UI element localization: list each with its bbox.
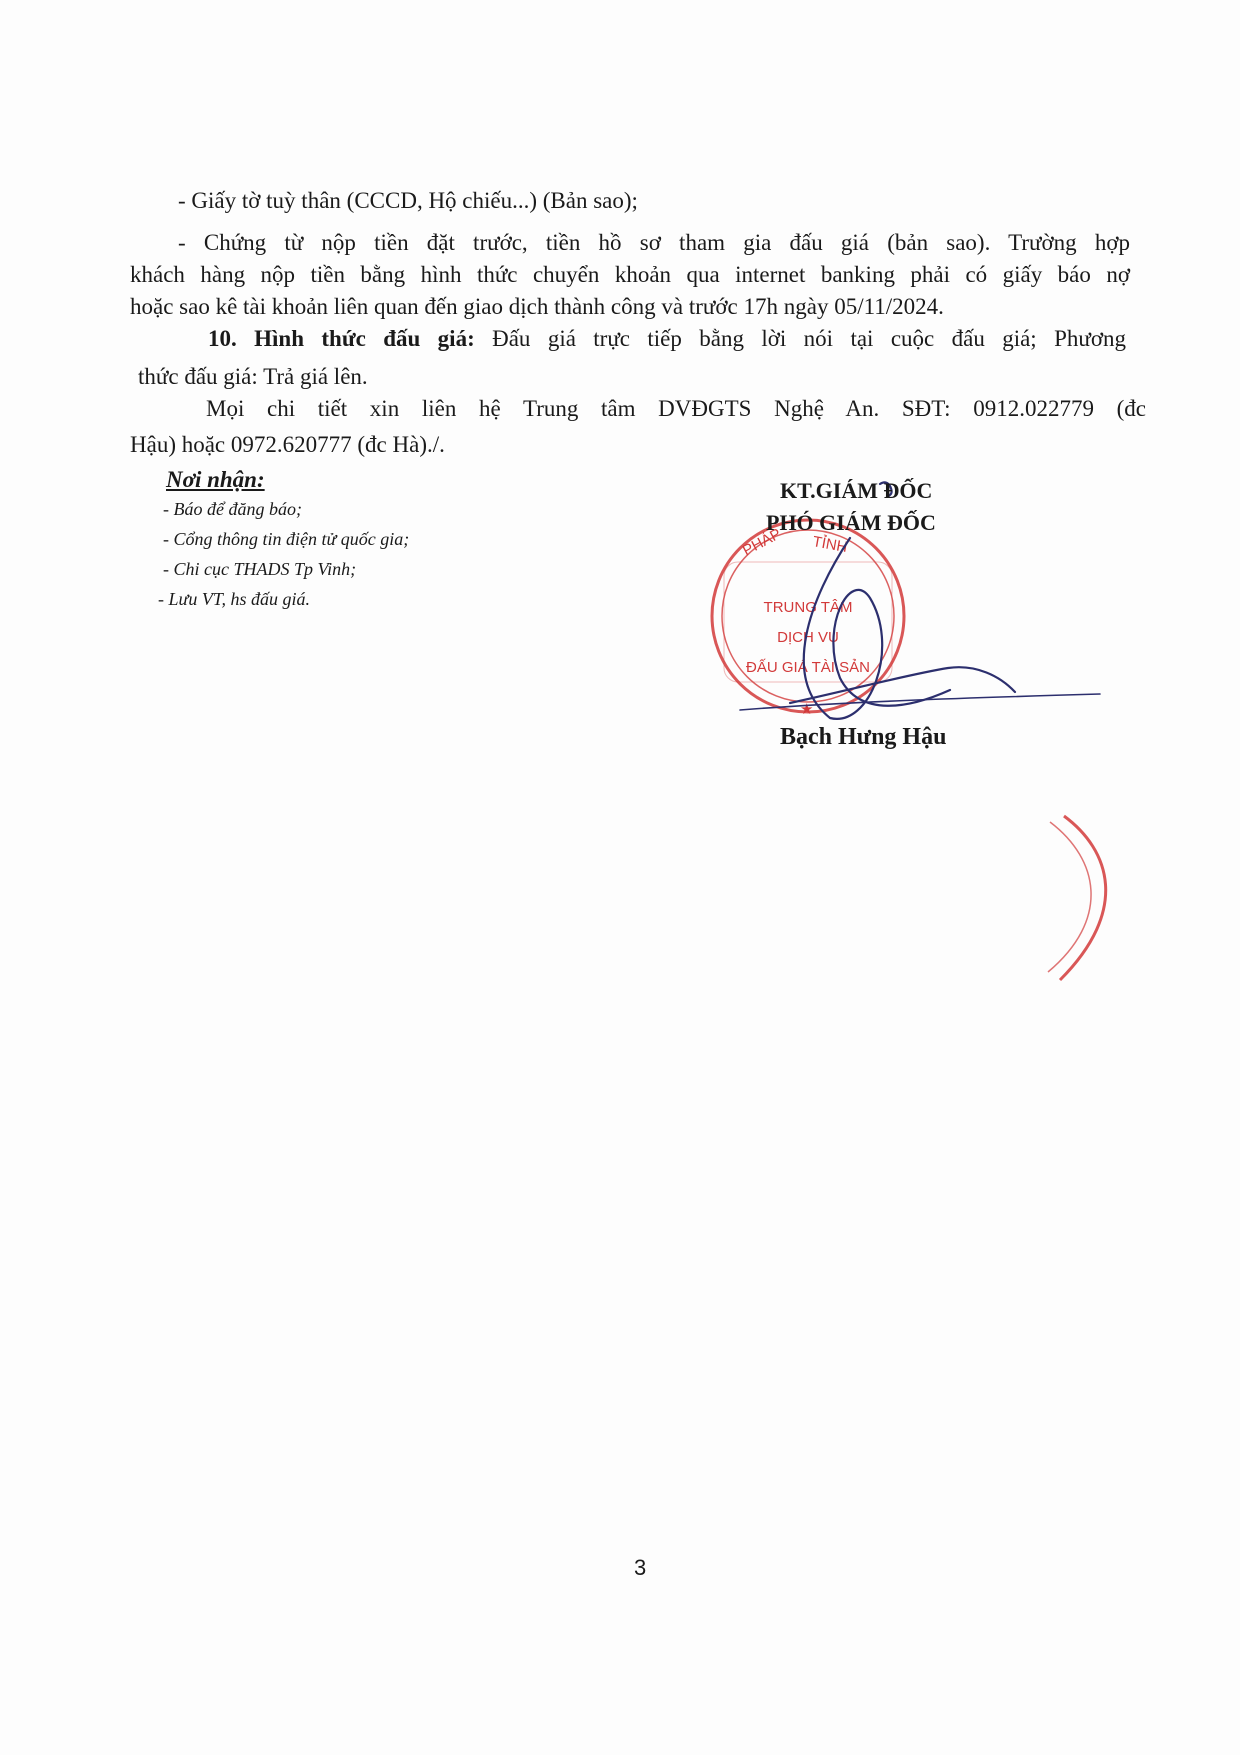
signature-title-2: PHÓ GIÁM ĐỐC [766,510,936,535]
body-line-3: khách hàng nộp tiền bằng hình thức chuyển khoản qua internet banking phải có giấy báo nợ [130,262,1130,287]
section-heading: 10. Hình thức đấu giá: [208,326,475,351]
body-line-5 [208,324,1126,354]
seal-line-3: ĐẤU GIÁ TÀI SẢN [746,659,870,676]
partial-seal-icon [1040,810,1140,990]
body-line-7: Mọi chi tiết xin liên hệ Trung tâm DVĐGTS Nghệ An. SĐT: 0912.022779 (đc [206,396,1146,421]
signature-block [700,478,1060,778]
recipient-item: - Báo để đăng báo; [163,499,302,519]
body-line-1: - Giấy tờ tuỳ thân (CCCD, Hộ chiếu...) (Bản sao); [178,188,638,213]
recipient-item: - Chi cục THADS Tp Vinh; [163,559,357,579]
body-line-6: thức đấu giá: Trả giá lên. [138,364,368,389]
recipient-item: - Cổng thông tin điện tử quốc gia; [163,529,410,549]
recipients-block [158,466,558,614]
section-text: Đấu giá trực tiếp bằng lời nói tại cuộc đấu giá; Phương [474,326,1126,351]
page-number: 3 [634,1555,647,1580]
recipient-item: - Lưu VT, hs đấu giá. [158,589,310,609]
seal-arc-top-right: TỈNH [811,533,849,557]
seal-line-2: DỊCH VỤ [777,629,839,646]
seal-arc-top: PHÁP [739,525,784,560]
seal-line-1: TRUNG TÂM [763,599,853,616]
recipients-title: Nơi nhận: [166,467,265,492]
signer-name: Bạch Hưng Hậu [780,724,947,750]
seal-star-icon: ★ [800,701,814,718]
body-line-2: - Chứng từ nộp tiền đặt trước, tiền hồ sơ tham gia đấu giá (bản sao). Trường hợp [178,230,1130,255]
signature-title-1: KT.GIÁM ĐỐC [780,478,933,503]
body-line-8: Hậu) hoặc 0972.620777 (đc Hà)./. [130,432,445,457]
body-line-4: hoặc sao kê tài khoản liên quan đến giao dịch thành công và trước 17h ngày 05/11/2024. [130,294,944,319]
